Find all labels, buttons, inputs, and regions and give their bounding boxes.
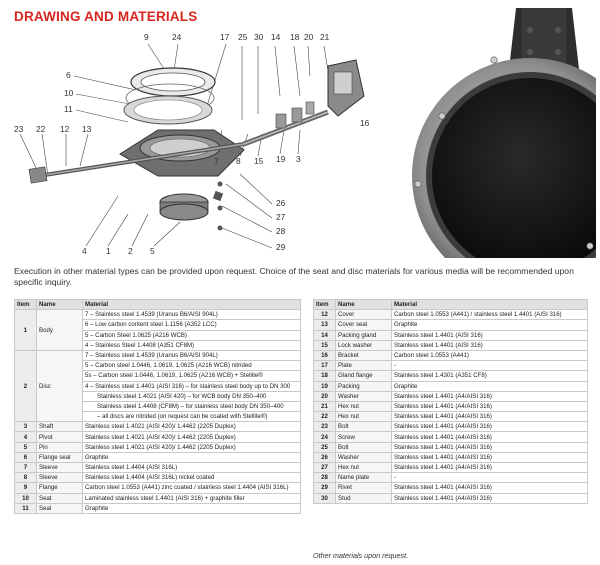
part-name: Flange [37, 483, 83, 493]
table-row [314, 330, 588, 340]
part-material: Stainless steel 1.4401 (AISI 316) [392, 340, 588, 350]
part-name: Lock washer [336, 340, 392, 350]
callout-25: 25 [238, 32, 248, 42]
part-name: Pin [37, 442, 83, 452]
table-row [15, 442, 301, 452]
page-title: DRAWING AND MATERIALS [14, 9, 198, 24]
callout-5: 5 [150, 246, 155, 256]
part-name: Pivot [37, 432, 83, 442]
callout-1: 1 [106, 246, 111, 256]
item-number: 27 [314, 463, 336, 473]
callout-11: 11 [64, 104, 73, 114]
table-row [314, 452, 588, 462]
callout-13: 13 [82, 124, 92, 134]
item-number: 30 [314, 493, 336, 503]
header-name: Name [37, 300, 83, 310]
callout-23: 23 [14, 124, 24, 134]
table-row [314, 340, 588, 350]
item-number: 8 [15, 473, 37, 483]
part-material: Stainless steel 1.4021 (AISI 420) – for WCB body DN 350–400 [83, 391, 301, 401]
part-name: Packing gland [336, 330, 392, 340]
part-material: Stainless steel 1.4404 (AISI 316L) nickel coated [83, 473, 301, 483]
callout-20: 20 [304, 32, 314, 42]
callout-14: 14 [271, 32, 281, 42]
exploded-drawing [8, 26, 410, 258]
item-number: 24 [314, 432, 336, 442]
table-row [314, 483, 588, 493]
callout-3: 3 [296, 154, 301, 164]
table-row [314, 310, 588, 320]
table-row [314, 401, 588, 411]
table-row [314, 473, 588, 483]
part-material: 7 – Stainless steel 1.4539 (Uranus B6/AISI 904L) [83, 350, 301, 360]
part-material: Stainless steel 1.4401 (A4/AISI 316) [392, 422, 588, 432]
part-name: Screw [336, 432, 392, 442]
table-row [314, 412, 588, 422]
table-row [15, 452, 301, 462]
item-number: 14 [314, 330, 336, 340]
item-number: 29 [314, 483, 336, 493]
table-row [314, 350, 588, 360]
part-material: Stainless steel 1.4021 (AISI 420)/ 1.4462 (2205 Duplex) [83, 442, 301, 452]
part-name: Flange seal [37, 452, 83, 462]
callout-17: 17 [220, 32, 230, 42]
table-row [15, 310, 301, 320]
part-name: Seat [37, 493, 83, 503]
part-name: Hex nut [336, 463, 392, 473]
part-name: Cover seal [336, 320, 392, 330]
item-number: 7 [15, 463, 37, 473]
callout-19: 19 [276, 154, 286, 164]
part-material: Stainless steel 1.4404 (AISI 316L) [83, 463, 301, 473]
callout-9: 9 [144, 32, 149, 42]
table-row [314, 381, 588, 391]
table-row [314, 371, 588, 381]
part-name: Disc [37, 350, 83, 421]
part-name: Hex nut [336, 401, 392, 411]
table-row [15, 483, 301, 493]
part-material: 5s – Carbon steel 1.0446, 1.0619, 1.0625 (A216 WCB) + Stellite® [83, 371, 301, 381]
part-material: Stainless steel 1.4021 (AISI 420)/ 1.4462 (2205 Duplex) [83, 432, 301, 442]
part-material: 4 – Stainless steel 1.4401 (AISI 316) – for stainless steel body up to DN 300 [83, 381, 301, 391]
table-row [15, 432, 301, 442]
part-name: Gland flange [336, 371, 392, 381]
table-row [15, 463, 301, 473]
table-row [314, 422, 588, 432]
valve-photo [412, 8, 596, 258]
part-material: - [392, 361, 588, 371]
callout-27: 27 [276, 212, 286, 222]
callout-2: 2 [128, 246, 133, 256]
callout-29: 29 [276, 242, 286, 252]
callout-26: 26 [276, 198, 286, 208]
item-number: 15 [314, 340, 336, 350]
part-name: Packing [336, 381, 392, 391]
table-row [15, 493, 301, 503]
item-number: 10 [15, 493, 37, 503]
table-row [314, 442, 588, 452]
part-material: – all discs are nitrided (on request can be coated with Stellite®) [83, 412, 301, 422]
item-number: 3 [15, 422, 37, 432]
part-name: Washer [336, 391, 392, 401]
table-row [314, 320, 588, 330]
header-item: Item [314, 300, 336, 310]
part-name: Washer [336, 452, 392, 462]
callout-7: 7 [214, 156, 219, 166]
item-number: 21 [314, 401, 336, 411]
part-material: Graphite [83, 452, 301, 462]
table-row [314, 493, 588, 503]
item-number: 26 [314, 452, 336, 462]
table-row [15, 422, 301, 432]
part-material: Stainless steel 1.4408 (CF8M) – for stainless steel body DN 350–400 [83, 401, 301, 411]
header-material: Material [83, 300, 301, 310]
materials-table-right [313, 299, 588, 504]
part-name: Name plate [336, 473, 392, 483]
footnote: Other materials upon request. [313, 551, 409, 560]
part-material: Carbon steel 1.0553 (A441) zinc coated / stainless steel 1.4404 (AISI 316L) [83, 483, 301, 493]
item-number: 28 [314, 473, 336, 483]
item-number: 11 [15, 503, 37, 513]
callout-15: 15 [254, 156, 264, 166]
part-material: 5 – Carbon Steel 1.0625 (A216 WCB) [83, 330, 301, 340]
callout-16: 16 [360, 118, 370, 128]
part-material: Stainless steel 1.4301 (A351 CF8) [392, 371, 588, 381]
item-number: 22 [314, 412, 336, 422]
part-name: Stud [336, 493, 392, 503]
part-material: 7 – Stainless steel 1.4539 (Uranus B6/AISI 904L) [83, 310, 301, 320]
part-material: Stainless steel 1.4401 (A4/AISI 316) [392, 452, 588, 462]
materials-table-left [14, 299, 301, 514]
callout-18: 18 [290, 32, 300, 42]
item-number: 4 [15, 432, 37, 442]
item-number: 12 [314, 310, 336, 320]
part-material: Stainless steel 1.4401 (A4/AISI 316) [392, 432, 588, 442]
item-number: 2 [15, 350, 37, 421]
item-number: 9 [15, 483, 37, 493]
table-row [15, 473, 301, 483]
part-name: Rivet [336, 483, 392, 493]
item-number: 13 [314, 320, 336, 330]
item-number: 6 [15, 452, 37, 462]
part-name: Shaft [37, 422, 83, 432]
table-row [314, 463, 588, 473]
part-material: 6 – Low carbon content steel 1.1156 (A352 LCC) [83, 320, 301, 330]
item-number: 17 [314, 361, 336, 371]
table-row [314, 391, 588, 401]
item-number: 23 [314, 422, 336, 432]
part-material: Graphite [83, 503, 301, 513]
part-material: Carbon steel 1.0553 (A441) / stainless steel 1.4401 (AISI 316) [392, 310, 588, 320]
table-row [314, 361, 588, 371]
part-material: Stainless steel 1.4401 (A4/AISI 316) [392, 401, 588, 411]
part-material: Stainless steel 1.4401 (A4/AISI 316) [392, 391, 588, 401]
item-number: 18 [314, 371, 336, 381]
item-number: 19 [314, 381, 336, 391]
callout-6: 6 [66, 70, 71, 80]
item-number: 5 [15, 442, 37, 452]
part-material: Stainless steel 1.4401 (AISI 316) [392, 330, 588, 340]
callout-30: 30 [254, 32, 264, 42]
part-name: Bracket [336, 350, 392, 360]
part-name: Sleeve [37, 463, 83, 473]
part-material: Stainless steel 1.4021 (AISI 420)/ 1.4462 (2205 Duplex) [83, 422, 301, 432]
table-row [15, 503, 301, 513]
table-row [15, 350, 301, 360]
header-material: Material [392, 300, 588, 310]
part-material: 5 – Carbon steel 1.0446, 1.0619, 1.0625 (A216 WCB) nitrided [83, 361, 301, 371]
part-material: Stainless steel 1.4401 (A4/AISI 316) [392, 412, 588, 422]
part-name: Bolt [336, 442, 392, 452]
part-material: - [392, 473, 588, 483]
part-material: Laminated stainless steel 1.4401 (AISI 316) + graphite filler [83, 493, 301, 503]
part-name: Cover [336, 310, 392, 320]
part-material: Stainless steel 1.4401 (A4/AISI 316) [392, 463, 588, 473]
callout-28: 28 [276, 226, 286, 236]
part-name: Plate [336, 361, 392, 371]
callout-10: 10 [64, 88, 74, 98]
item-number: 20 [314, 391, 336, 401]
part-material: Stainless steel 1.4401 (A4/AISI 316) [392, 483, 588, 493]
intro-text: Execution in other material types can be provided upon request. Choice of the seat and disc materials for various media will be recommended upon specific inquiry. [14, 266, 574, 287]
item-number: 16 [314, 350, 336, 360]
header-name: Name [336, 300, 392, 310]
part-name: Bolt [336, 422, 392, 432]
part-material: 4 – Stainless Steel 1.4408 (A351 CF8M) [83, 340, 301, 350]
header-item: Item [15, 300, 37, 310]
part-name: Body [37, 310, 83, 351]
callout-21: 21 [320, 32, 330, 42]
callout-24: 24 [172, 32, 182, 42]
callout-4: 4 [82, 246, 87, 256]
part-material: Carbon steel 1.0553 (A441) [392, 350, 588, 360]
part-material: Graphite [392, 320, 588, 330]
item-number: 25 [314, 442, 336, 452]
part-material: Stainless steel 1.4401 (A4/AISI 316) [392, 442, 588, 452]
part-material: Stainless steel 1.4401 (A4/AISI 316) [392, 493, 588, 503]
callout-22: 22 [36, 124, 46, 134]
callout-12: 12 [60, 124, 70, 134]
table-row [314, 432, 588, 442]
part-name: Hex nut [336, 412, 392, 422]
part-material: Graphite [392, 381, 588, 391]
part-name: Seal [37, 503, 83, 513]
part-name: Sleeve [37, 473, 83, 483]
callout-8: 8 [236, 156, 241, 166]
item-number: 1 [15, 310, 37, 351]
